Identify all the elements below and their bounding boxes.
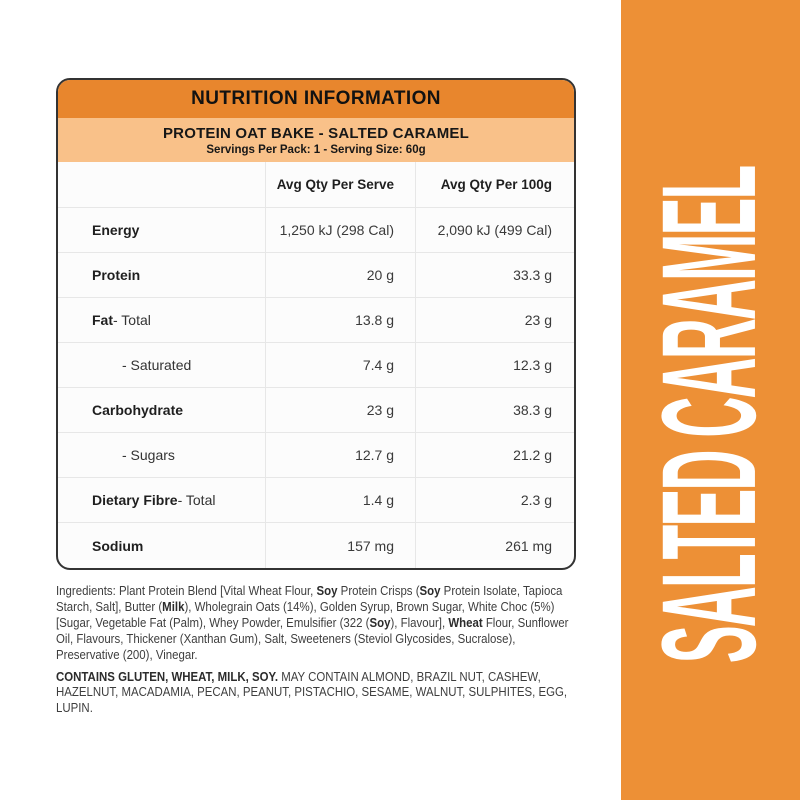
flavor-banner	[621, 0, 800, 800]
header-spacer-cell	[58, 162, 265, 207]
nutrient-label: Protein	[92, 267, 141, 283]
value-per-100g: 21.2 g	[415, 433, 574, 477]
flavor-banner-text: SALTED CARAMEL	[635, 166, 786, 664]
value-per-100g: 23 g	[415, 298, 574, 342]
table-row-sodium	[58, 523, 574, 568]
allergen-paragraph: CONTAINS GLUTEN, WHEAT, MILK, SOY. MAY CONTAIN ALMOND, BRAZIL NUT, CASHEW, HAZELNUT, MACADAMIA, PECAN, PEANUT, PISTACHIO, SESAME, WALNUT, SULPHITES, EGG, LUPIN.	[56, 668, 568, 716]
column-header-per-serve: Avg Qty Per Serve	[265, 162, 415, 207]
nutrient-label: Carbohydrate	[92, 402, 184, 418]
nutrient-label: Energy	[92, 222, 140, 238]
value-per-serve: 1,250 kJ (298 Cal)	[265, 208, 415, 252]
value-per-serve: 20 g	[265, 253, 415, 297]
panel-title-bar	[58, 80, 574, 118]
table-row-fat-total	[58, 298, 574, 343]
nutrient-label: Sodium	[92, 537, 144, 554]
nutrient-label: - Saturated	[122, 357, 192, 373]
value-per-100g: 261 mg	[415, 523, 574, 568]
serving-info: Servings Per Pack: 1 - Serving Size: 60g	[206, 143, 426, 156]
value-per-serve: 12.7 g	[265, 433, 415, 477]
panel-title: NUTRITION INFORMATION	[191, 88, 441, 109]
value-per-100g: 33.3 g	[415, 253, 574, 297]
column-header-per-100g: Avg Qty Per 100g	[415, 162, 574, 207]
value-per-serve: 1.4 g	[265, 478, 415, 522]
nutrient-label: Fat - Total	[92, 312, 151, 328]
table-header-row	[58, 162, 574, 208]
product-header	[58, 118, 574, 162]
nutrition-table	[58, 162, 574, 568]
table-row-dietary-fibre	[58, 478, 574, 523]
nutrient-label: Dietary Fibre - Total	[92, 492, 216, 508]
table-row-protein	[58, 253, 574, 298]
ingredients-paragraph: Ingredients: Plant Protein Blend [Vital Wheat Flour, Soy Protein Crisps (Soy Protein Isolate, Tapioca Starch, Salt], Butter (Milk), Wholegrain Oats (14%), Golden Syrup, Brown Sugar, White Choc (5%) [Sugar, Vegetable Fat (Palm), Whey Powder, Emulsifier (322 (Soy), Flavour], Wheat Flour, Sunflower Oil, Flavours, Thickener (Xanthan Gum), Salt, Sweeteners (Steviol Glycosides, Sucralose), Preservative (200), Vinegar.	[56, 583, 569, 662]
product-name: PROTEIN OAT BAKE - SALTED CARAMEL	[162, 124, 470, 142]
value-per-100g: 12.3 g	[415, 343, 574, 387]
value-per-serve: 7.4 g	[265, 343, 415, 387]
value-per-serve: 157 mg	[265, 523, 415, 568]
table-row-sugars	[58, 433, 574, 478]
value-per-100g: 2.3 g	[415, 478, 574, 522]
value-per-100g: 38.3 g	[415, 388, 574, 432]
value-per-serve: 23 g	[265, 388, 415, 432]
nutrition-panel	[56, 78, 576, 570]
value-per-100g: 2,090 kJ (499 Cal)	[415, 208, 574, 252]
table-row-fat-saturated	[58, 343, 574, 388]
fineprint	[56, 583, 576, 716]
table-row-carbohydrate	[58, 388, 574, 433]
nutrient-label: - Sugars	[122, 447, 175, 463]
table-row-energy	[58, 208, 574, 253]
value-per-serve: 13.8 g	[265, 298, 415, 342]
